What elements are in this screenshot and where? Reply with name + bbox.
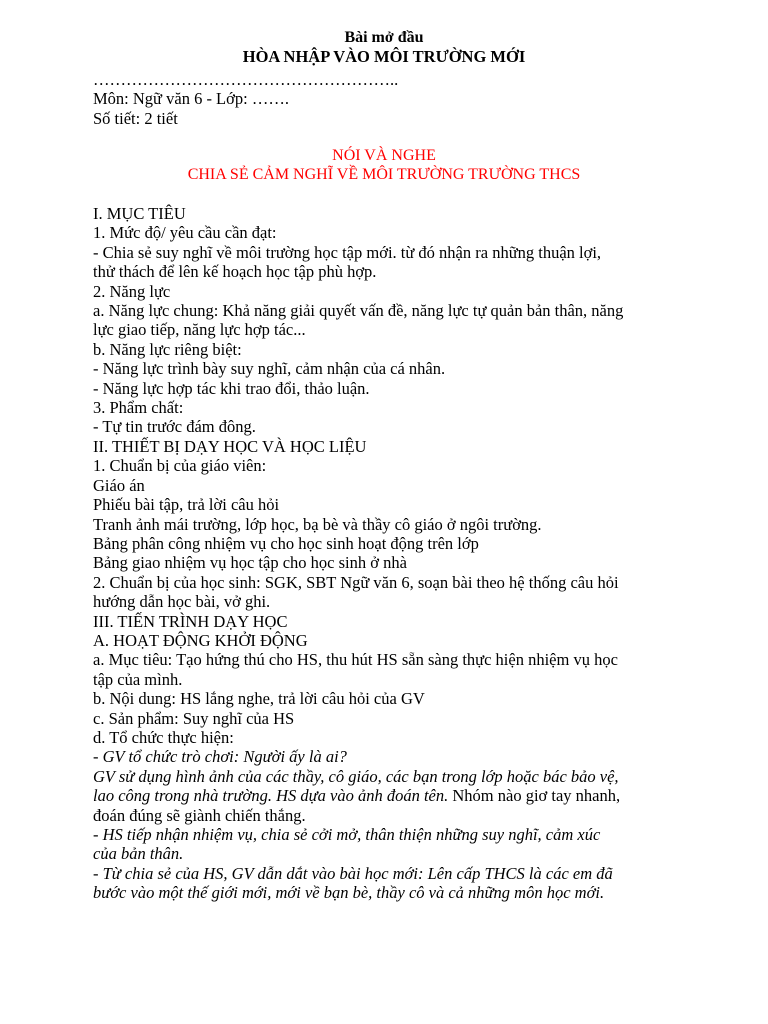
body-line: c. Sản phẩm: Suy nghĩ của HS: [93, 708, 295, 728]
body-line: - Năng lực hợp tác khi trao đổi, thảo luận.: [93, 378, 370, 398]
normal-segment: Nhóm nào giơ tay nhanh,: [448, 786, 621, 806]
lesson-label: Bài mở đầu: [344, 29, 424, 46]
body-line: A. HOẠT ĐỘNG KHỞI ĐỘNG: [93, 630, 308, 650]
body-line: b. Năng lực riêng biệt:: [93, 339, 242, 359]
body-line: a. Năng lực chung: Khả năng giải quyết vấn đề, năng lực tự quản bản thân, năng: [93, 301, 624, 321]
lesson-title: HÒA NHẬP VÀO MÔI TRƯỜNG MỚI: [242, 47, 526, 66]
body-line: 1. Mức độ/ yêu cầu cần đạt:: [93, 223, 277, 243]
section-heading-2: CHIA SẺ CẢM NGHĨ VỀ MÔI TRƯỜNG TRƯỜNG THCS: [187, 166, 581, 183]
periods-line: Số tiết: 2 tiết: [93, 108, 178, 128]
body-line: tập của mình.: [93, 669, 183, 689]
body-line: 1. Chuẩn bị của giáo viên:: [93, 456, 267, 476]
body-line: - Tự tin trước đám đông.: [93, 417, 256, 437]
body-text: [93, 204, 683, 903]
dotted-line: ………………………………………………..: [93, 70, 399, 89]
italic-line: - GV tổ chức trò chơi: Người ấy là ai?: [93, 747, 347, 767]
body-line: Tranh ảnh mái trường, lớp học, bạ bè và thầy cô giáo ở ngôi trường.: [93, 514, 542, 534]
section-heading-1: NÓI VÀ NGHE: [332, 147, 436, 164]
italic-line: bước vào một thế giới mới, mới về bạn bè, thầy cô và cả những môn học mới.: [93, 883, 605, 903]
italic-line: - Từ chia sẻ của HS, GV dẫn dắt vào bài học mới: Lên cấp THCS là các em đã: [93, 863, 613, 883]
body-line: d. Tổ chức thực hiện:: [93, 727, 234, 747]
body-line: lực giao tiếp, năng lực hợp tác...: [93, 320, 306, 340]
header-info: [93, 70, 683, 128]
body-line: 2. Năng lực: [93, 281, 171, 301]
body-line: Bảng phân công nhiệm vụ cho học sinh hoạt động trên lớp: [93, 533, 479, 553]
body-line: a. Mục tiêu: Tạo hứng thú cho HS, thu hút HS sẵn sàng thực hiện nhiệm vụ học: [93, 650, 618, 670]
italic-segment: lao công trong nhà trường. HS dựa vào ảnh đoán tên.: [93, 786, 449, 806]
body-line: 2. Chuẩn bị của học sinh: SGK, SBT Ngữ văn 6, soạn bài theo hệ thống câu hỏi: [93, 572, 619, 592]
body-line: - Chia sẻ suy nghĩ về môi trường học tập mới. từ đó nhận ra những thuận lợi,: [93, 242, 602, 262]
body-line: Giáo án: [93, 475, 145, 495]
body-line: - Năng lực trình bày suy nghĩ, cảm nhận của cá nhân.: [93, 359, 446, 379]
italic-line: - HS tiếp nhận nhiệm vụ, chia sẻ cởi mở, thân thiện những suy nghĩ, cảm xúc: [93, 825, 601, 844]
body-line: III. TIẾN TRÌNH DẠY HỌC: [93, 611, 288, 631]
body-line: đoán đúng sẽ giành chiến thắng.: [93, 805, 306, 825]
body-line: I. MỤC TIÊU: [93, 204, 186, 223]
body-line: hướng dẫn học bài, vở ghi.: [93, 592, 271, 612]
body-line: Bảng giao nhiệm vụ học tập cho học sinh ở nhà: [93, 553, 407, 573]
italic-line: của bản thân.: [93, 844, 184, 864]
body-line: 3. Phẩm chất:: [93, 398, 184, 418]
body-line: thử thách để lên kế hoạch học tập phù hợp.: [93, 262, 377, 282]
body-line: Phiếu bài tập, trả lời câu hỏi: [93, 495, 280, 515]
subject-line: Môn: Ngữ văn 6 - Lớp: …….: [93, 89, 289, 109]
mixed-line: [93, 786, 683, 805]
body-line: b. Nội dung: HS lắng nghe, trả lời câu hỏi của GV: [93, 689, 425, 709]
italic-line: GV sử dụng hình ảnh của các thầy, cô giáo, các bạn trong lớp hoặc bác bảo vệ,: [93, 766, 619, 786]
body-line: II. THIẾT BỊ DẠY HỌC VÀ HỌC LIỆU: [93, 436, 367, 456]
